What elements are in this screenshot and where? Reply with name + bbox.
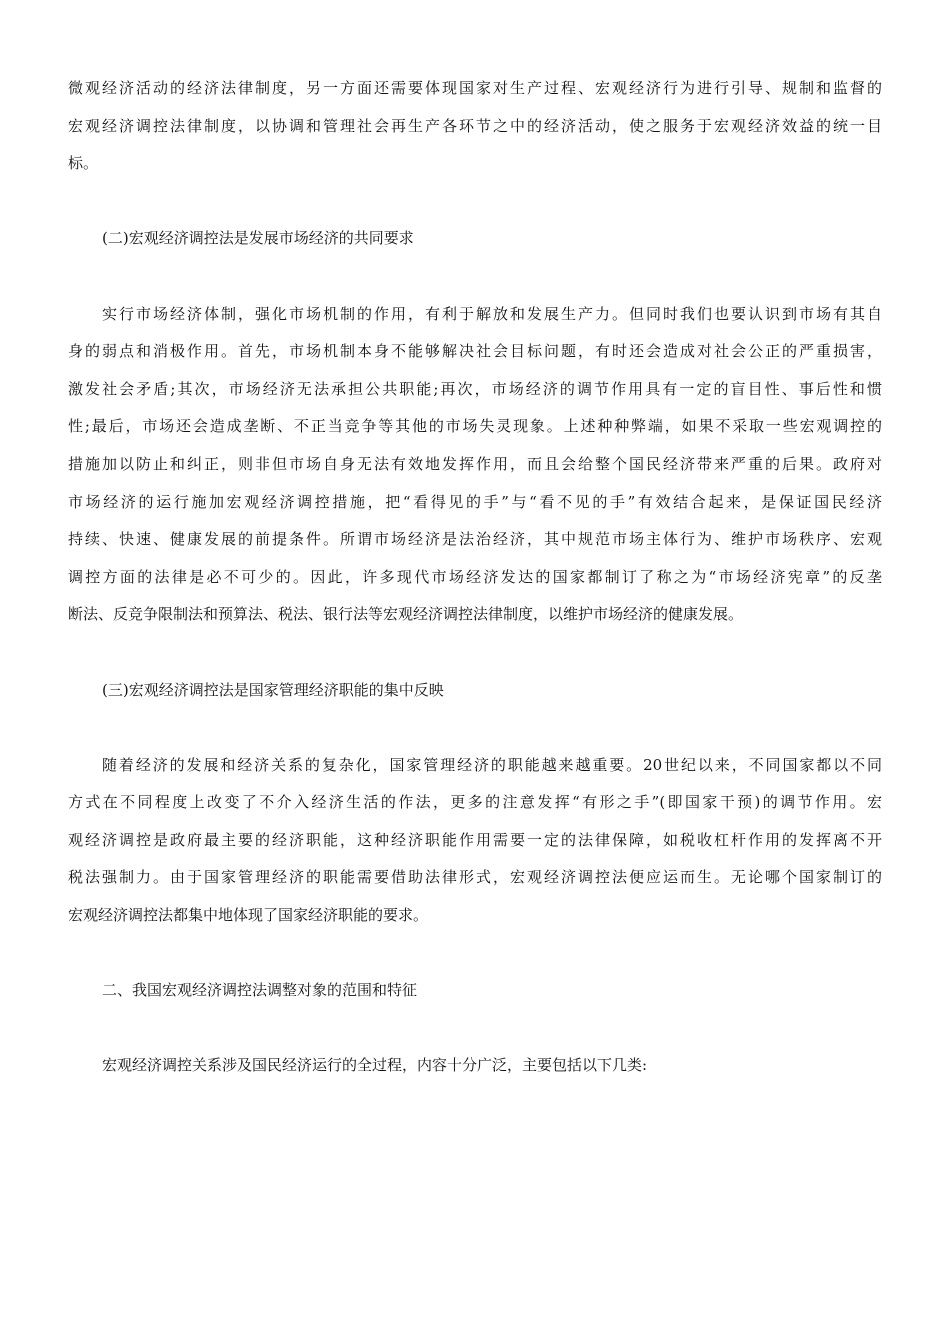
text-line: 税法强制力。由于国家管理经济的职能需要借助法律形式，宏观经济调控法便应运而生。无论哪个国家制订的 [68,868,882,887]
text-line: 随着经济的发展和经济关系的复杂化，国家管理经济的职能越来越重要。20世纪以来，不同国家都以不同 [102,755,882,774]
heading-text: (三)宏观经济调控法是国家管理经济职能的集中反映 [102,680,444,699]
text-line: 措施加以防止和纠正，则非但市场自身无法有效地发挥作用，而且会给整个国民经济带来严重的后果。政府对 [68,454,882,473]
text-line: 持续、快速、健康发展的前提条件。所谓市场经济是法治经济，其中规范市场主体行为、维护市场秩序、宏观 [68,530,882,549]
text-line: 性;最后，市场还会造成垄断、不正当竞争等其他的市场失灵现象。上述种种弊端，如果不采取一些宏观调控的 [68,417,882,436]
chapter-heading-2 [68,972,882,1010]
text-line: 市场经济的运行施加宏观经济调控措施，把“看得见的手”与“看不见的手”有效结合起来，是保证国民经济 [68,492,882,511]
text-line: 断法、反竞争限制法和预算法、税法、银行法等宏观经济调控法律制度，以维护市场经济的健康发展。 [68,605,744,624]
text-line: 调控方面的法律是必不可少的。因此，许多现代市场经济发达的国家都制订了称之为“市场经济宪章”的反垄 [68,567,882,586]
heading-text: 二、我国宏观经济调控法调整对象的范围和特征 [102,981,418,1000]
document-page [68,70,882,1085]
paragraph-scope-intro [68,1047,882,1085]
paragraph-continuation [68,70,882,183]
section-heading-3 [68,672,882,710]
heading-text: (二)宏观经济调控法是发展市场经济的共同要求 [102,229,414,248]
paragraph-market-economy [68,296,882,634]
paragraph-state-function [68,747,882,935]
text-line: 标。 [68,154,99,173]
text-line: 微观经济活动的经济法律制度，另一方面还需要体现国家对生产过程、宏观经济行为进行引导、规制和监督的 [68,79,882,97]
text-line: 身的弱点和消极作用。首先，市场机制本身不能够解决社会目标问题，有时还会造成对社会公正的严重损害， [68,342,882,361]
section-heading-2 [68,220,882,258]
text-line: 激发社会矛盾;其次，市场经济无法承担公共职能;再次，市场经济的调节作用具有一定的盲目性、事后性和惯 [68,379,882,398]
text-line: 宏观经济调控法律制度，以协调和管理社会再生产各环节之中的经济活动，使之服务于宏观经济效益的统一目 [68,116,882,135]
text-line: 实行市场经济体制，强化市场机制的作用，有利于解放和发展生产力。但同时我们也要认识到市场有其自 [102,304,882,323]
text-line: 观经济调控是政府最主要的经济职能，这种经济职能作用需要一定的法律保障，如税收杠杆作用的发挥离不开 [68,830,882,849]
text-line: 方式在不同程度上改变了不介入经济生活的作法，更多的注意发挥“有形之手”(即国家干预)的调节作用。宏 [68,793,882,812]
text-line: 宏观经济调控关系涉及国民经济运行的全过程，内容十分广泛，主要包括以下几类: [102,1056,648,1075]
text-line: 宏观经济调控法都集中地体现了国家经济职能的要求。 [68,906,429,925]
